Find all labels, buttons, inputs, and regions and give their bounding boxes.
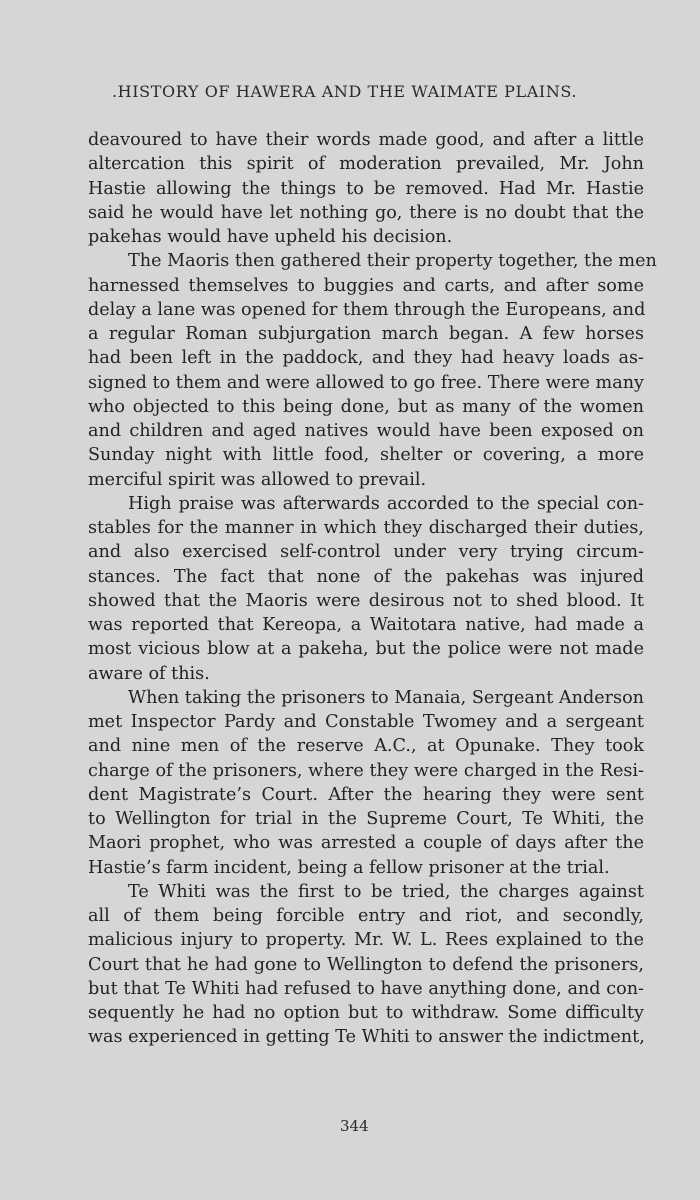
text-line: Te Whiti was the first to be tried, the charges against	[128, 881, 644, 902]
text-line: High praise was afterwards accorded to the special con-	[128, 493, 644, 514]
text-line: said he would have let nothing go, there is no doubt that the	[88, 202, 644, 223]
text-line: malicious injury to property. Mr. W. L. Rees explained to the	[88, 930, 644, 951]
text-line: all of them being forcible entry and riot, and secondly,	[88, 906, 644, 926]
text-line: showed that the Maoris were desirous not to shed blood. It	[88, 590, 644, 611]
paragraph-1	[88, 128, 644, 249]
text-line: Hastie’s farm incident, being a fellow prisoner at the trial.	[88, 857, 610, 878]
text-line: stances. The fact that none of the pakehas was injured	[88, 566, 644, 587]
text-line: dent Magistrate’s Court. After the hearing they were sent	[88, 784, 644, 805]
text-line: and also exercised self-control under very trying circum-	[88, 542, 644, 563]
page-number: 344	[340, 1117, 369, 1135]
text-line: most vicious blow at a pakeha, but the police were not made	[88, 639, 644, 660]
text-line: Hastie allowing the things to be removed. Had Mr. Hastie	[88, 178, 644, 199]
text-line: charge of the prisoners, where they were charged in the Resi-	[88, 760, 644, 781]
text-line: was reported that Kereopa, a Waitotara native, had made a	[88, 615, 644, 635]
text-line: but that Te Whiti had refused to have anything done, and con-	[88, 978, 644, 999]
paragraph-4	[88, 686, 644, 880]
text-line: altercation this spirit of moderation prevailed, Mr. John	[88, 154, 644, 175]
text-line: When taking the prisoners to Manaia, Sergeant Anderson	[128, 687, 644, 708]
text-line: and children and aged natives would have been exposed on	[88, 421, 644, 441]
text-line: who objected to this being done, but as many of the women	[88, 396, 644, 417]
paragraph-5	[88, 880, 644, 1050]
text-line: aware of this.	[88, 663, 210, 684]
text-line: a regular Roman subjurgation march began. A few horses	[88, 324, 644, 344]
text-line: harnessed themselves to buggies and carts, and after some	[88, 275, 644, 296]
text-line: signed to them and were allowed to go free. There were many	[88, 372, 644, 393]
text-line: to Wellington for trial in the Supreme Court, Te Whiti, the	[88, 809, 644, 829]
text-line: was experienced in getting Te Whiti to answer the indictment,	[88, 1027, 645, 1048]
text-line: and nine men of the reserve A.C., at Opunake. They took	[88, 736, 644, 757]
text-line: sequently he had no option but to withdraw. Some difficulty	[88, 1003, 644, 1023]
text-line: delay a lane was opened for them through the Europeans, and	[88, 299, 646, 320]
running-header: .HISTORY OF HAWERA AND THE WAIMATE PLAINS.	[112, 82, 578, 101]
text-line: had been left in the paddock, and they had heavy loads as-	[88, 348, 644, 369]
text-line: The Maoris then gathered their property together, the men	[128, 251, 657, 272]
text-line: deavoured to have their words made good, and after a little	[88, 130, 644, 150]
text-line: merciful spirit was allowed to prevail.	[88, 469, 427, 490]
text-line: met Inspector Pardy and Constable Twomey and a sergeant	[88, 712, 644, 732]
text-line: Court that he had gone to Wellington to defend the prisoners,	[88, 954, 644, 975]
paragraph-2	[88, 249, 657, 492]
text-line: stables for the manner in which they discharged their duties,	[88, 518, 644, 538]
paragraph-3	[88, 492, 644, 686]
text-line: pakehas would have upheld his decision.	[88, 227, 453, 247]
body-text	[88, 128, 657, 1050]
text-line: Maori prophet, who was arrested a couple of days after the	[88, 833, 644, 854]
text-line: Sunday night with little food, shelter or covering, a more	[88, 445, 644, 466]
